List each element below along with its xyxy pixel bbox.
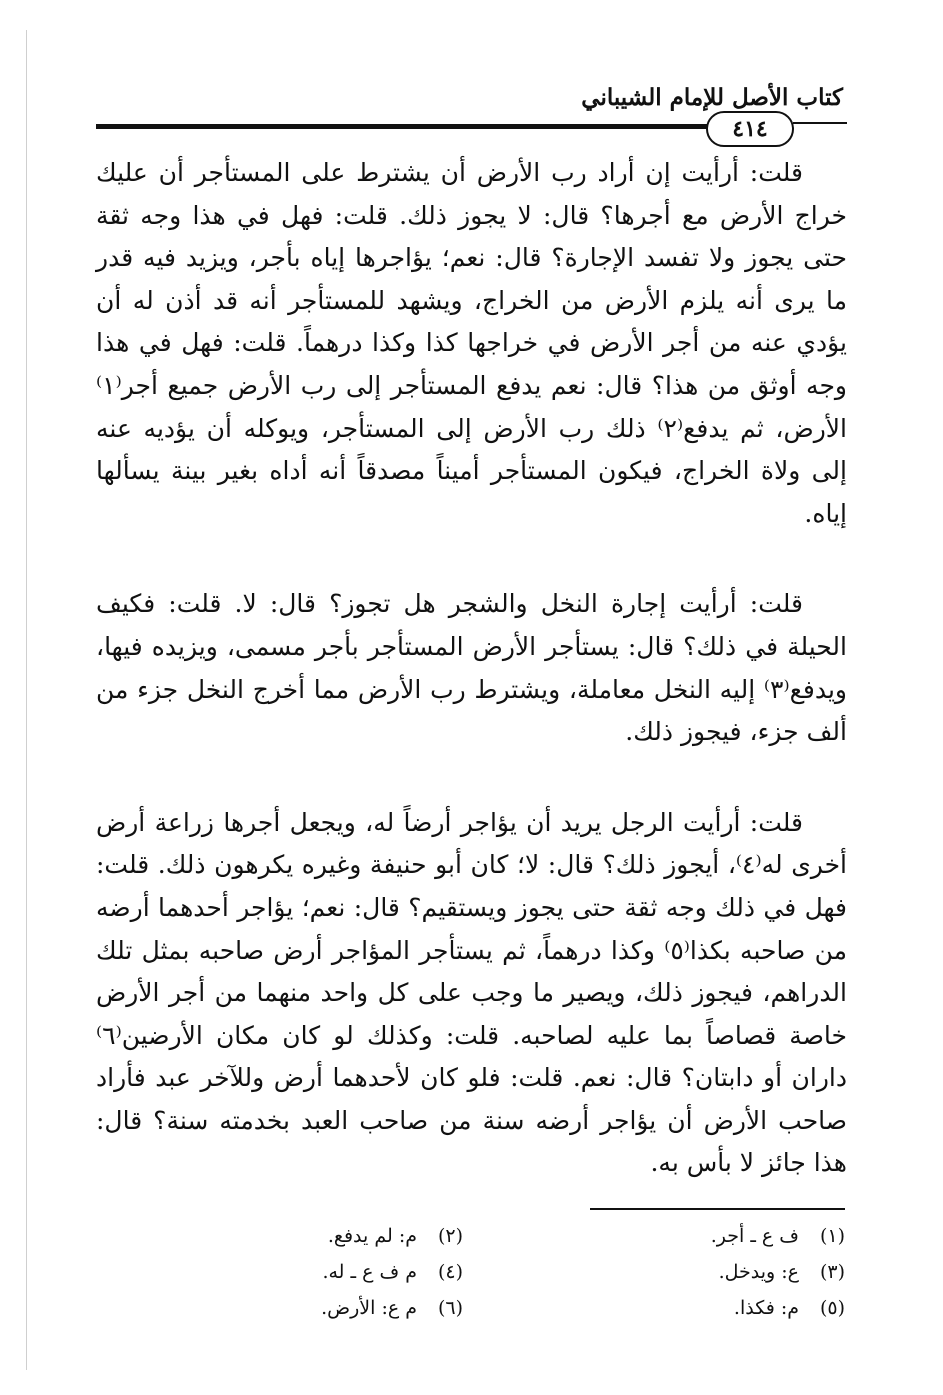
header-rule-right <box>793 122 847 124</box>
page-margin-line <box>26 30 27 1370</box>
footnote-number: (٥) <box>819 1297 845 1319</box>
paragraph-1: قلت: أرأيت إن أراد رب الأرض أن يشترط على المستأجر أن عليك خراج الأرض مع أجرها؟ قال: لا يجوز ذلك. قلت: فهل في هذا وجه ثقة حتى يجوز ولا تفسد الإجارة؟ قال: نعم؛ يؤاجرها إياه بأجر، ويزيد فيه قدر ما يرى أنه يلزم الأرض من الخراج، ويشهد للمستأجر أنه قد أذن له أن يؤدي عنه من أجر الأرض في خراجها كذا وكذا درهماً. قلت: فهل في هذا وجه أوثق من هذا؟ قال: نعم يدفع المستأجر إلى رب الأرض جميع أجر⁽١⁾ الأرض، ثم يدفع⁽٢⁾ ذلك رب الأرض إلى المستأجر، ويوكله أن يؤديه عنه إلى ولاة الخراج، فيكون المستأجر أميناً مصدقاً أنه أداه بغير بينة يسألها إياه. <box>96 158 847 528</box>
footnote-text: ف ع ـ أجر. <box>710 1225 799 1247</box>
footnote-text: م: لم يدفع. <box>327 1225 417 1247</box>
footnotes-right-column <box>545 1218 845 1326</box>
footnote-number: (١) <box>819 1225 845 1247</box>
footnote-number: (٣) <box>819 1261 845 1283</box>
footnote-item <box>545 1254 845 1290</box>
header-rule-left <box>96 124 793 129</box>
footnote-text: م: فكذا. <box>733 1297 799 1319</box>
footnote-number: (٢) <box>437 1225 463 1247</box>
paragraph-2: قلت: أرأيت إجارة النخل والشجر هل تجوز؟ قال: لا. قلت: فكيف الحيلة في ذلك؟ قال: يستأجر الأرض المستأجر بأجر مسمى، ويزيده فيها، ويدفع⁽٣⁾ إليه النخل معاملة، ويشترط رب الأرض مما أخرج النخل جزء من ألف جزء، فيجوز ذلك. <box>96 589 847 747</box>
footnote-item <box>545 1290 845 1326</box>
paragraph-3: قلت: أرأيت الرجل يريد أن يؤاجر أرضاً له، ويجعل أجرها زراعة أرض أخرى له⁽٤⁾، أيجوز ذلك؟ قال: لا؛ كان أبو حنيفة وغيره يكرهون ذلك. قلت: فهل في ذلك وجه ثقة حتى يجوز ويستقيم؟ قال: نعم؛ يؤاجر أحدهما أرضه من صاحبه بكذا⁽٥⁾ وكذا درهماً، ثم يستأجر المؤاجر أرض صاحبه بمثل تلك الدراهم، فيجوز ذلك، ويصير ما وجب على كل واحد منهما من أجر الأرض خاصة قصاصاً بما عليه لصاحبه. قلت: وكذلك لو كان مكان الأرضين⁽٦⁾ داران أو دابتان؟ قال: نعم. قلت: فلو كان لأحدهما أرض وللآخر عبد فأراد صاحب الأرض أن يؤاجر أرضه سنة من صاحب العبد بخدمته سنة؟ قال: هذا جائز لا بأس به. <box>96 807 847 1178</box>
footnote-text: م ع: الأرض. <box>321 1297 417 1319</box>
footnote-number: (٤) <box>437 1261 463 1283</box>
body-text <box>96 152 847 1185</box>
footnote-text: ع: ويدخل. <box>718 1261 799 1283</box>
footnote-number: (٦) <box>437 1297 463 1319</box>
running-header-title: كتاب الأصل للإمام الشيباني <box>581 84 843 111</box>
footnote-item <box>203 1290 463 1326</box>
page-number-badge: ٤١٤ <box>706 111 794 147</box>
footnote-item <box>203 1254 463 1290</box>
footnote-item <box>203 1218 463 1254</box>
footnote-item <box>545 1218 845 1254</box>
footnote-text: م ف ع ـ له. <box>322 1261 417 1283</box>
footnotes-left-column <box>203 1218 463 1326</box>
footnote-rule <box>590 1208 845 1210</box>
